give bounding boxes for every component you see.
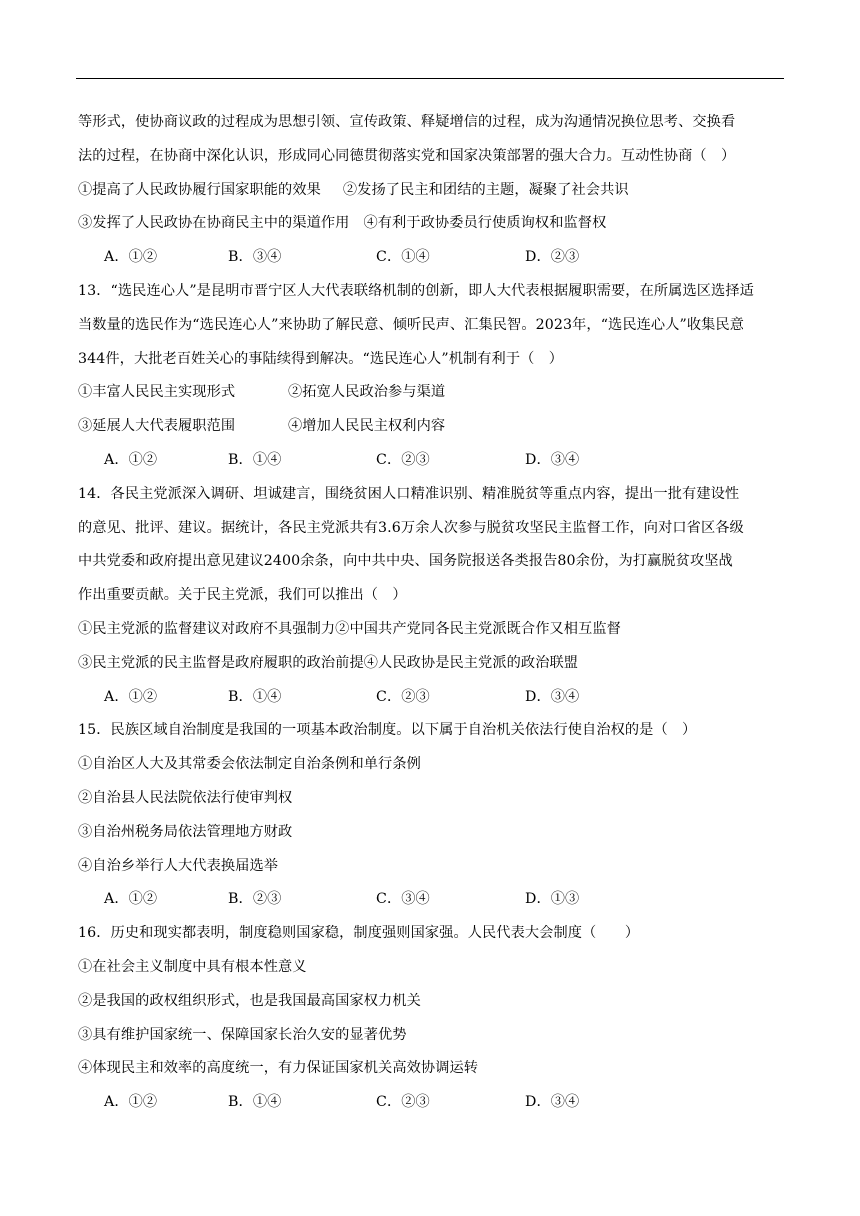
statement-row (78, 207, 786, 241)
statement: ①自治区人大及其常委会依法制定自治条例和单行条例 (78, 756, 421, 773)
statement: ②是我国的政权组织形式，也是我国最高国家权力机关 (78, 992, 421, 1009)
option-d[interactable]: D．③④ (525, 1094, 580, 1111)
statement: ②拓宽人民政治参与渠道 (288, 384, 446, 401)
question-16 (78, 917, 786, 1120)
option-d[interactable]: D．①③ (525, 891, 580, 908)
statement: ③发挥了人民政协在协商民主中的渠道作用 (78, 215, 350, 232)
statement: ③延展人大代表履职范围 (78, 418, 236, 435)
statement: ④体现民主和效率的高度统一，有力保证国家机关高效协调运转 (78, 1060, 479, 1077)
option-b[interactable]: B．①④ (228, 688, 282, 705)
option-b[interactable]: B．①④ (228, 1094, 282, 1111)
option-d[interactable]: D．③④ (525, 451, 580, 468)
question-stem-line: 344件，大批老百姓关心的事陆续得到解决。“选民连心人”机制有利于（ ） (78, 350, 564, 367)
question-stem-line: 的意见、批评、建议。据统计，各民主党派共有3.6万余人次参与脱贫攻坚民主监督工作，向对口省区各级 (78, 519, 744, 536)
statement: ④有利于政协委员行使质询权和监督权 (363, 215, 607, 232)
statement-row (78, 376, 786, 410)
statement: ①民主党派的监督建议对政府不具强制力②中国共产党同各民主党派既合作又相互监督 (78, 620, 621, 637)
option-a[interactable]: A．①② (104, 1094, 158, 1111)
option-d[interactable]: D．②③ (525, 249, 580, 266)
question-stem-line: 14．各民主党派深入调研、坦诚建言，围绕贫困人口精准识别、精准脱贫等重点内容，提出一批有建设性 (78, 485, 740, 502)
question-stem-line: 16．历史和现实都表明，制度稳则国家稳，制度强则国家强。人民代表大会制度（ ） (78, 925, 640, 942)
statement: ④增加人民民主权利内容 (288, 418, 446, 435)
question-stem-line: 15．民族区域自治制度是我国的一项基本政治制度。以下属于自治机关依法行使自治权的是（ ） (78, 722, 697, 739)
option-a[interactable]: A．①② (104, 891, 158, 908)
question-stem-line: 中共党委和政府提出意见建议2400余条，向中共中央、国务院报送各类报告80余份，为打赢脱贫攻坚战 (78, 553, 733, 570)
header-rule (76, 78, 784, 79)
question-stem-line: 13．“选民连心人”是昆明市晋宁区人大代表联络机制的创新，即人大代表根据履职需要，在所属选区选择适 (78, 282, 754, 299)
statement: ③自治州税务局依法管理地方财政 (78, 823, 293, 840)
option-c[interactable]: C．②③ (376, 451, 430, 468)
answer-options (78, 681, 786, 715)
answer-options (78, 883, 786, 917)
statement: ①丰富人民民主实现形式 (78, 384, 236, 401)
option-d[interactable]: D．③④ (525, 688, 580, 705)
statement: ④自治乡举行人大代表换届选举 (78, 857, 279, 874)
statement: ③民主党派的民主监督是政府履职的政治前提④人民政协是民主党派的政治联盟 (78, 654, 579, 671)
question-15 (78, 714, 786, 917)
statement-row (78, 410, 786, 444)
option-a[interactable]: A．①② (104, 249, 158, 266)
option-c[interactable]: C．③④ (376, 891, 430, 908)
question-13 (78, 275, 786, 478)
option-b[interactable]: B．①④ (228, 451, 282, 468)
question-stem-line: 法的过程，在协商中深化认识，形成同心同德贯彻落实党和国家决策部署的强大合力。互动性协商（ ） (78, 147, 736, 164)
question-12 (78, 106, 786, 275)
option-b[interactable]: B．②③ (228, 891, 282, 908)
answer-options (78, 1086, 786, 1120)
statement: ②发扬了民主和团结的主题，凝聚了社会共识 (342, 181, 629, 198)
question-stem-line: 等形式，使协商议政的过程成为思想引领、宣传政策、释疑增信的过程，成为沟通情况换位思考、交换看 (78, 114, 736, 130)
statement: ①在社会主义制度中具有根本性意义 (78, 958, 307, 975)
question-14 (78, 478, 786, 715)
option-c[interactable]: C．②③ (376, 1094, 430, 1111)
option-c[interactable]: C．②③ (376, 688, 430, 705)
statement: ②自治县人民法院依法行使审判权 (78, 789, 293, 806)
statement-row (78, 174, 786, 208)
option-a[interactable]: A．①② (104, 688, 158, 705)
option-c[interactable]: C．①④ (376, 249, 430, 266)
statement: ③具有维护国家统一、保障国家长治久安的显著优势 (78, 1026, 407, 1043)
question-stem-line: 当数量的选民作为“选民连心人”来协助了解民意、倾听民声、汇集民智。2023年，“选民连心人”收集民意 (78, 316, 744, 333)
question-stem-line: 作出重要贡献。关于民主党派，我们可以推出（ ） (78, 587, 407, 604)
answer-options (78, 444, 786, 478)
answer-options (78, 241, 786, 275)
option-b[interactable]: B．③④ (228, 249, 282, 266)
option-a[interactable]: A．①② (104, 451, 158, 468)
statement: ①提高了人民政协履行国家职能的效果 (78, 181, 321, 198)
page-content (78, 106, 786, 1120)
